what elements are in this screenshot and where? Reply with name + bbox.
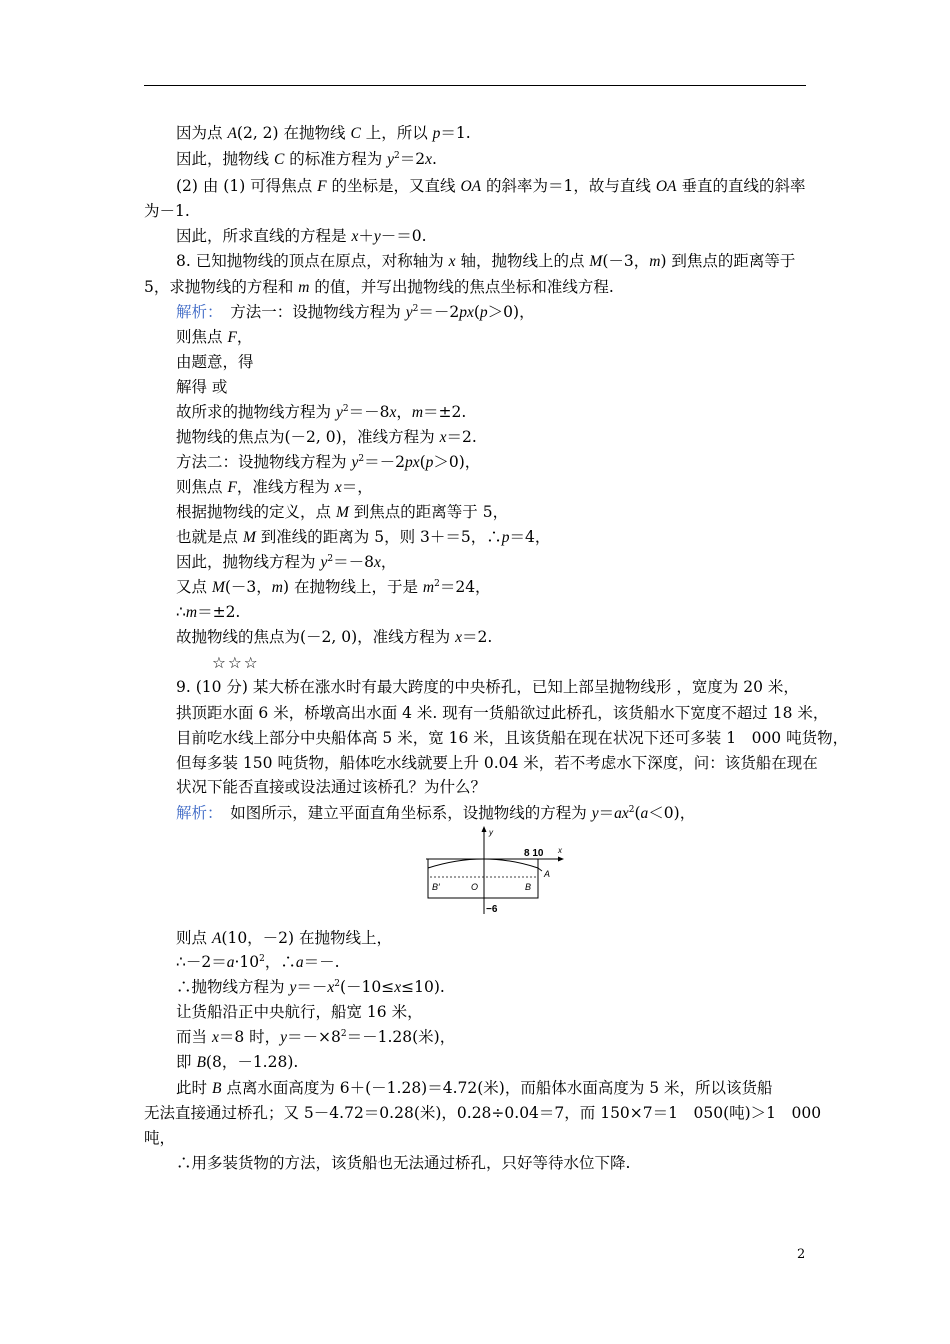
parabola-arch: [428, 859, 538, 868]
bridge-figure: [420, 824, 570, 920]
text-line: (2) 由 (1) 可得焦点 F 的坐标是，又直线 OA 的斜率为＝1，故与直线 OA 垂直的直线的斜率: [176, 177, 806, 195]
label-b: B: [525, 882, 532, 892]
text-line: 则点 A(10，－2) 在抛物线上，: [176, 929, 393, 947]
text-line: 解析： 如图所示，建立平面直角坐标系，设抛物线的方程为 $y=ax^2(a<0)$，: [176, 804, 696, 822]
text-line: 故抛物线的焦点为(－2, 0)，准线方程为 x＝2.: [176, 628, 493, 646]
text-line: 故所求的抛物线方程为 $y^2=-8x$，m＝±2.: [176, 403, 467, 421]
text-line: 9. (10 分) 某大桥在涨水时有最大跨度的中央桥孔，已知上部呈抛物线形 ，宽度为 20 米，: [176, 678, 799, 696]
y-axis-arrow-icon: [482, 826, 487, 832]
text-line: 解析： 方法一：设抛物线方程为 $y^2=-2px(p>0)$，: [176, 303, 535, 321]
label-neg6: −6: [486, 904, 498, 915]
x-axis-label: x: [558, 846, 562, 855]
x-axis-arrow-icon: [558, 857, 564, 862]
point-a-leader: [538, 868, 542, 871]
tick-labels-top: 8 10: [524, 848, 544, 859]
bridge-hole-rect: [428, 859, 538, 898]
text-line: 因此，抛物线 C 的标准方程为 $y^2=2x$.: [176, 150, 437, 168]
text-line: 也就是点 M 到准线的距离为 5，则 3＋＝5，∴p＝4，: [176, 528, 551, 546]
text-line: 吨，: [144, 1129, 176, 1147]
text-line: 无法直接通过桥孔；又 5－4.72＝0.28(米)，0.28÷0.04＝7，而 150×7＝1 050(吨)＞1 000: [144, 1104, 822, 1122]
text-line: 而当 x＝8 时，$y=-\times 8^2=-1.28$(米)，: [176, 1028, 456, 1046]
label-a: A: [544, 869, 551, 879]
text-line: $\therefore-2=a\cdot 10^2$，∴a＝－.: [176, 953, 340, 971]
text-line: 让货船沿正中央航行，船宽 16 米，: [176, 1003, 423, 1021]
text-line: 拱顶距水面 6 米，桥墩高出水面 4 米. 现有一货船欲过此桥孔，该货船水下宽度不超过 18 米，: [176, 704, 829, 722]
text-line: 解得 或: [176, 378, 228, 396]
text-line: 因此，抛物线方程为 $y^2=-8x$，: [176, 553, 397, 571]
text-line: 目前吃水线上部分中央船体高 5 米，宽 16 米，且该货船在现在状况下还可多装 1 000 吨货物，: [176, 729, 849, 747]
text-line: 为－1.: [144, 202, 190, 220]
text-line: 因为点 A(2, 2) 在抛物线 C 上，所以 p＝1.: [176, 124, 471, 142]
text-line: 又点 M(－3，m) 在抛物线上，于是 $m^2=24$，: [176, 578, 491, 596]
text-line: 5，求抛物线的方程和 m 的值，并写出抛物线的焦点坐标和准线方程.: [144, 278, 614, 296]
label-origin: O: [471, 882, 479, 892]
text-line: 此时 B 点离水面高度为 6＋(－1.28)＝4.72(米)，而船体水面高度为 5 米，所以该货船: [176, 1079, 773, 1097]
text-line: 则焦点 F，: [176, 328, 253, 346]
text-line: 状况下能否直接或设法通过该桥孔？为什么？: [176, 778, 487, 796]
text-line: 8. 已知抛物线的顶点在原点，对称轴为 x 轴，抛物线上的点 M(－3，m) 到焦点的距离等于: [176, 252, 796, 270]
text-line: ∴抛物线方程为 $y=-x^2(-10\le x\le 10)$.: [176, 978, 445, 996]
label-b-prime: B′: [432, 882, 440, 892]
text-line: 因此，所求直线的方程是 x＋y－＝0.: [176, 227, 427, 245]
text-line: 根据抛物线的定义，点 M 到焦点的距离等于 5，: [176, 503, 509, 521]
text-line: 由题意，得: [176, 353, 254, 371]
y-axis-label: y: [489, 828, 493, 837]
header-rule: [144, 85, 806, 86]
page-number: 2: [797, 1247, 806, 1262]
text-line: 方法二：设抛物线方程为 $y^2=-2px(p>0)$，: [176, 453, 481, 471]
text-line: 即 B(8，－1.28).: [176, 1053, 299, 1071]
text-line: ∴m＝±2.: [176, 603, 241, 621]
text-line: ☆☆☆: [212, 654, 260, 672]
text-line: ∴用多装货物的方法，该货船也无法通过桥孔，只好等待水位下降.: [176, 1154, 631, 1172]
text-line: 但每多装 150 吨货物，船体吃水线就要上升 0.04 米，若不考虑水下深度，问：该货船在现在: [176, 754, 818, 772]
text-line: 则焦点 F，准线方程为 x＝，: [176, 478, 373, 496]
text-line: 抛物线的焦点为(－2, 0)，准线方程为 x＝2.: [176, 428, 477, 446]
